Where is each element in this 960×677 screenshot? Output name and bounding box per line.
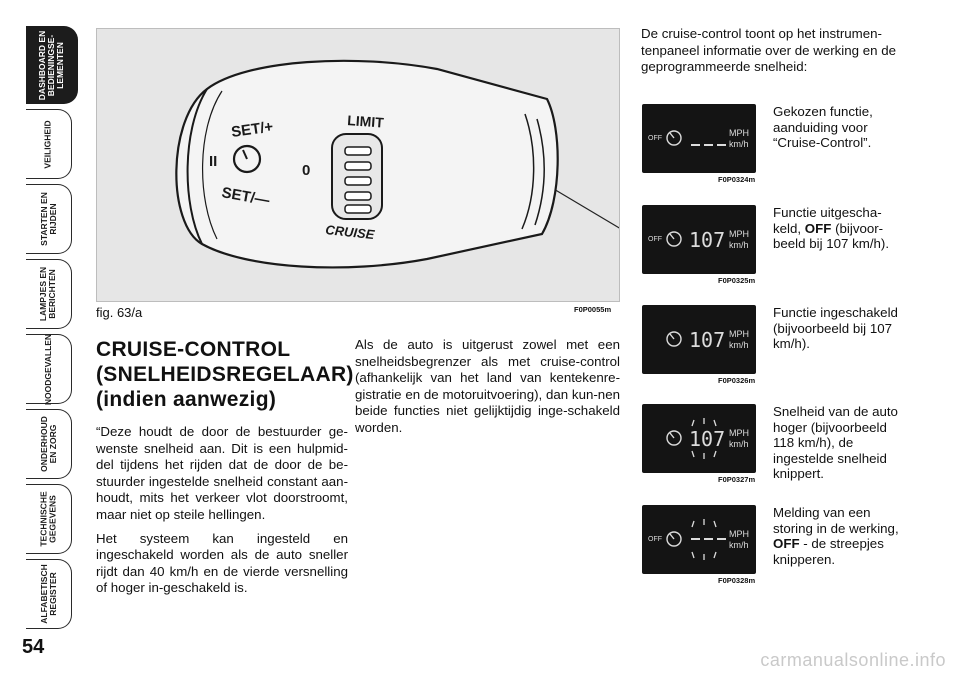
display-code: F0P0328m: [718, 576, 756, 585]
display-item: [642, 205, 942, 295]
display-item: [642, 505, 942, 595]
description-bold: OFF: [804, 220, 832, 236]
description-bold: OFF: [773, 536, 800, 552]
watermark: carmanualsonline.info: [760, 650, 946, 670]
tab-veiligheid[interactable]: [26, 109, 72, 179]
tab-label: STARTEN EN RIJDEN: [38, 192, 58, 246]
cruise-icon: [667, 131, 681, 145]
tab-noodgevallen[interactable]: [26, 334, 72, 404]
tab-starten[interactable]: [26, 184, 72, 254]
tab-onderhoud[interactable]: [26, 409, 72, 479]
pause-label: II: [209, 153, 218, 170]
lcd-panel: [642, 104, 756, 173]
lcd-off: OFF: [648, 135, 662, 142]
cruise-icon: [667, 532, 681, 546]
tab-label: VEILIGHEID: [43, 119, 53, 169]
display-description: [773, 505, 903, 567]
lcd-off: OFF: [648, 536, 662, 543]
display-code: F0P0326m: [718, 376, 756, 385]
display-code: F0P0327m: [718, 475, 756, 484]
lcd-kmh: km/h: [729, 540, 749, 550]
set-minus-label: SET/—: [220, 184, 271, 210]
lcd-kmh: km/h: [729, 139, 749, 149]
lcd-kmh: km/h: [729, 240, 749, 250]
lcd-mph: MPH: [729, 428, 749, 438]
set-plus-label: SET/+: [230, 118, 275, 141]
paragraph: Het systeem kan ingesteld en ingeschakeld worden als de auto sneller rijdt dan 40 km/h en de vierde versnelling of hoger in-geschakeld is.: [96, 530, 348, 596]
lcd-panel: [642, 205, 756, 274]
description-text: Functie ingeschakeld (bijvoorbeeld bij 107 km/h).: [773, 305, 898, 352]
description-text: - de streepjes knipperen.: [773, 536, 884, 567]
display-item: [642, 404, 942, 494]
display-description: [773, 205, 903, 252]
tab-label: ALFABETISCH REGISTER: [38, 564, 58, 624]
cruise-stalk-drawing: [97, 29, 620, 302]
lcd-panel: [642, 404, 756, 473]
paragraph: “Deze houdt de door de bestuurder ge-wenste snelheid aan. Dit is een hulpmid-del tijdens het rijden dat de door de be-stuurder ingestelde snelheid constant aan-houdt, mits het verkeer vlot doorstroomt, maar niet op steile hellingen.: [96, 424, 348, 522]
tab-register[interactable]: [26, 559, 72, 629]
description-text: Snelheid van de auto hoger (bijvoorbeeld 118 km/h), de ingestelde snelheid knippert.: [773, 404, 898, 482]
tab-technische[interactable]: [26, 484, 72, 554]
display-description: [773, 404, 903, 482]
display-item: [642, 104, 942, 194]
lcd-off: OFF: [648, 236, 662, 243]
section-heading: CRUISE-CONTROL (SNELHEIDSREGELAAR) (indien aanwezig): [96, 338, 354, 411]
description-text: (bijvoor-beeld bij 107 km/h).: [773, 220, 890, 252]
lcd-mph: MPH: [729, 329, 749, 339]
stalk-illustration: [96, 28, 620, 302]
figure-caption: fig. 63/a: [96, 305, 143, 320]
tab-label: ONDERHOUD EN ZORG: [38, 416, 58, 472]
lcd-reading: 107: [689, 328, 726, 352]
cruise-label: CRUISE: [324, 222, 376, 243]
tab-label: DASHBOARD EN BEDIENINGSE- LEMENTEN: [37, 30, 66, 100]
display-item: [642, 305, 942, 395]
description-text: Gekozen functie, aanduiding voor “Cruise-Control”.: [773, 104, 873, 151]
lcd-dashes: [691, 538, 726, 540]
lcd-mph: MPH: [729, 128, 749, 138]
tab-label: TECHNISCHE GEGEVENS: [38, 491, 58, 547]
displays-intro: De cruise-control toont op het instrumen-tenpaneel informatie over de werking en de geprogrammeerde snelheid:: [641, 26, 897, 75]
figure-code: F0P0055m: [574, 305, 612, 314]
tab-lampjes[interactable]: [26, 259, 72, 329]
description-text: Melding van een storing in de werking,: [773, 505, 899, 536]
tab-dashboard[interactable]: [26, 26, 78, 104]
lcd-panel: [642, 305, 756, 374]
body-column-2: [355, 337, 620, 437]
lcd-mph: MPH: [729, 529, 749, 539]
lcd-kmh: km/h: [729, 340, 749, 350]
paragraph: Als de auto is uitgerust zowel met een snelheidsbegrenzer als met cruise-control (afhankelijk van het land van kentekenre-gistratie en de motoruitvoering), dan kun-nen beide functies niet gelijktijdig inge-schakeld worden.: [355, 337, 620, 435]
description-text: Functie uitgescha-keld,: [773, 205, 882, 236]
body-column-1: [96, 424, 348, 604]
lcd-reading: 107: [689, 228, 726, 252]
limit-label: LIMIT: [346, 112, 385, 131]
cruise-icon: [667, 232, 681, 246]
lcd-reading: 107: [689, 427, 726, 451]
display-description: [773, 104, 903, 151]
page-number: 54: [22, 636, 45, 658]
display-code: F0P0324m: [718, 175, 756, 184]
cruise-icon: [667, 332, 681, 346]
lcd-panel: [642, 505, 756, 574]
cruise-icon: [667, 431, 681, 445]
zero-label: 0: [302, 162, 311, 179]
display-description: [773, 305, 903, 352]
tab-label: LAMPJES EN BERICHTEN: [38, 266, 58, 322]
lcd-dashes: [691, 144, 726, 146]
chapter-tabs: [26, 26, 72, 634]
lcd-kmh: km/h: [729, 439, 749, 449]
lcd-mph: MPH: [729, 229, 749, 239]
tab-label: NOODGEVALLEN: [43, 333, 53, 405]
display-code: F0P0325m: [718, 276, 756, 285]
